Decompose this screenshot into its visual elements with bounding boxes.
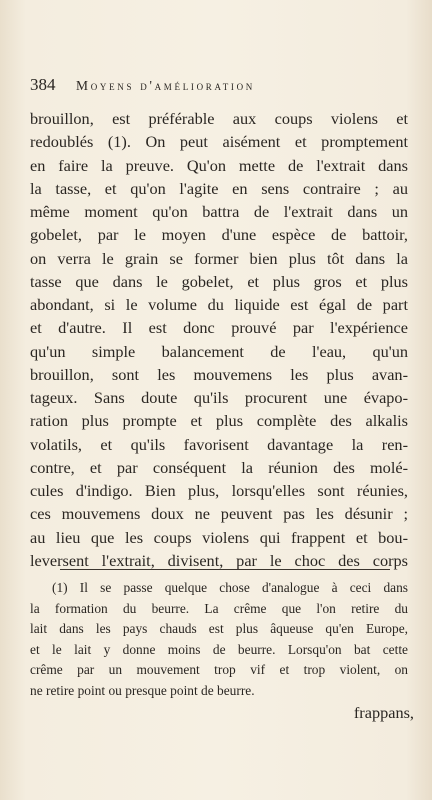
text-line: qu'un simple balancement de l'eau, qu'un <box>30 341 408 361</box>
page-header <box>30 76 415 94</box>
footnote-line: et le lait y donne moins de beurre. Lorsqu'on bat cette <box>30 641 408 657</box>
text-line: gobelet, par le moyen d'une espèce de battoir, <box>30 225 408 245</box>
text-line: en faire la preuve. Qu'on mette de l'extrait dans <box>30 155 408 175</box>
text-line: brouillon, sont les mouvemens les plus avan- <box>30 364 408 384</box>
text-line: tasse que dans le gobelet, et plus gros et plus <box>30 271 408 291</box>
footnote-line: crême par un mouvement trop vif et trop violent, on <box>30 662 408 677</box>
text-line: volatils, et qu'ils favorisent davantage la ren- <box>30 434 408 454</box>
text-line: tageux. Sans doute qu'ils procurent une évapo- <box>30 388 408 407</box>
text-line: la tasse, et qu'on l'agite en sens contraire ; au <box>30 178 408 198</box>
text-line: redoublés (1). On peut aisément et promptement <box>30 132 408 152</box>
text-line: ces mouvemens doux ne peuvent pas les désunir ; <box>30 504 408 524</box>
footnote-line: (1) Il se passe quelque chose d'analogue à ceci dans <box>52 580 408 595</box>
running-title: Moyens d'amélioration <box>76 78 256 93</box>
page-number: 384 <box>30 75 56 94</box>
text-line: et d'autre. Il est donc prouvé par l'expérience <box>30 318 408 338</box>
text-line: contre, et par conséquent la réunion des molé- <box>30 457 408 477</box>
catchword: frappans, <box>353 703 414 722</box>
text-line: ration plus prompte et plus complète des alkalis <box>30 411 408 431</box>
text-line: brouillon, est préférable aux coups violens et <box>30 109 408 128</box>
footnote-line: ne retire point ou presque point de beurre. <box>30 682 255 698</box>
text-line: leversent l'extrait, divisent, par le choc des corps <box>30 550 408 570</box>
main-text <box>30 107 408 572</box>
text-line: abondant, si le volume du liquide est égal de part <box>30 295 408 314</box>
footnote <box>30 578 408 701</box>
footnote-line: la formation du beurre. La crême que l'on retire du <box>30 600 408 616</box>
footnote-divider <box>60 569 390 570</box>
text-line: on verra le grain se former bien plus tôt dans la <box>30 248 408 268</box>
text-line: cules d'indigo. Bien plus, lorsqu'elles sont réunies, <box>30 481 408 500</box>
text-line: au lieu que les coups violens qui frappent et bou- <box>30 527 408 547</box>
text-line: même moment qu'on battra de l'extrait dans un <box>30 202 408 221</box>
footnote-line: lait dans les pays chauds est plus âqueuse qu'en Europe, <box>30 621 408 636</box>
